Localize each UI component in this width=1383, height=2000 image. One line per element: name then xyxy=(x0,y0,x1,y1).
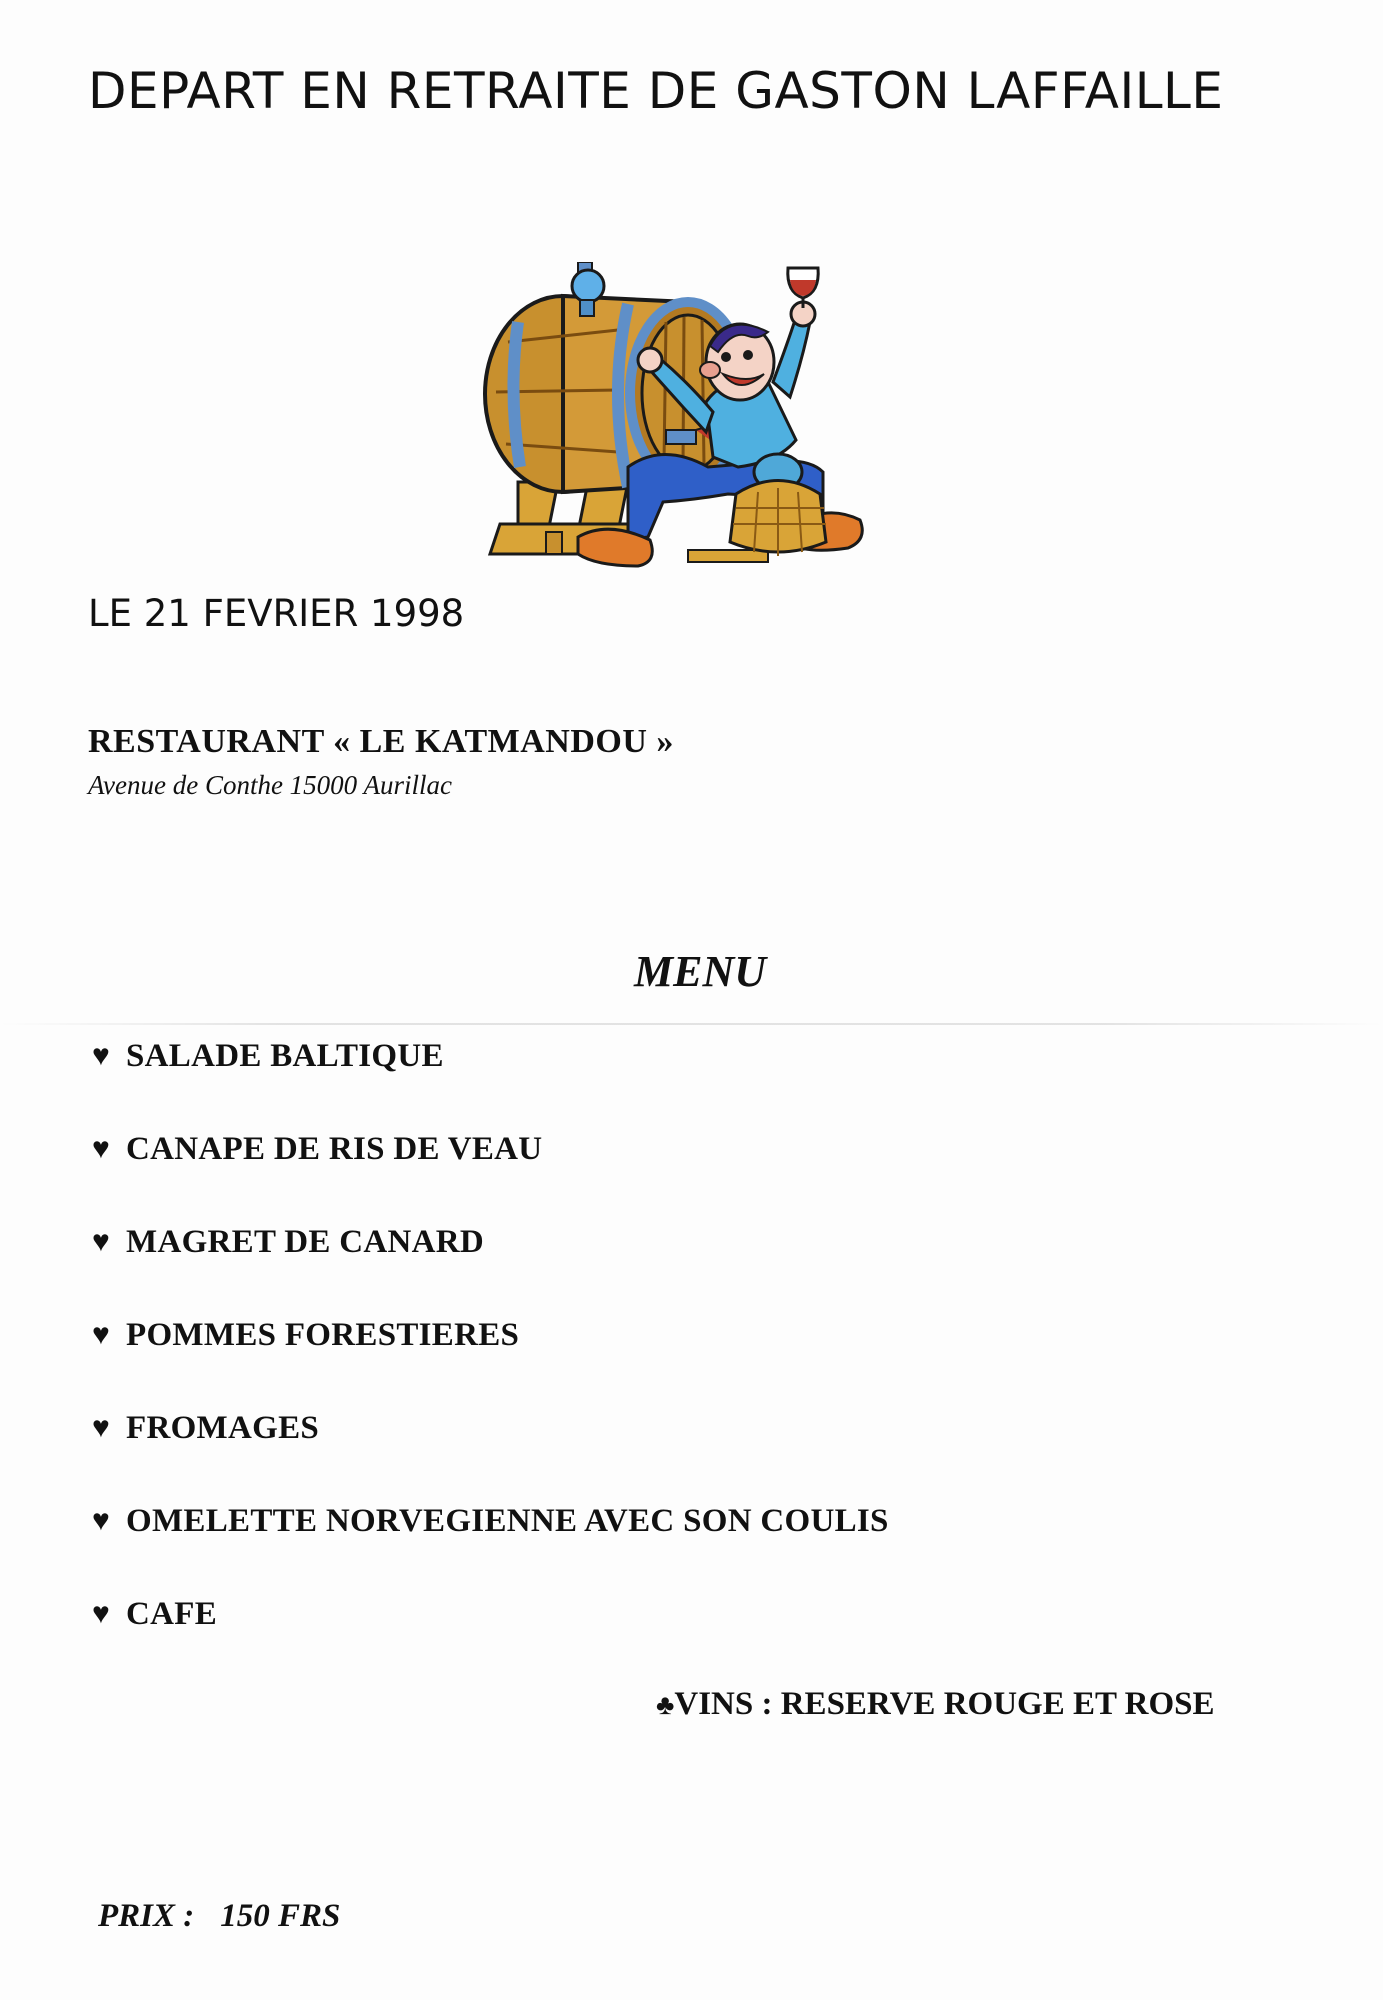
wine-label: VINS : RESERVE ROUGE ET ROSE xyxy=(674,1686,1215,1722)
wine-glass xyxy=(788,268,818,308)
paper-fold-line xyxy=(0,1023,1383,1025)
heart-icon: ♥ xyxy=(92,1411,110,1444)
menu-heading: MENU xyxy=(634,947,767,996)
menu-item-label: CAFE xyxy=(126,1596,218,1632)
menu-item-label: FROMAGES xyxy=(126,1410,320,1446)
menu-item-label: POMMES FORESTIERES xyxy=(126,1317,520,1353)
menu-item-label: CANAPE DE RIS DE VEAU xyxy=(126,1131,543,1167)
list-item xyxy=(92,1036,889,1129)
restaurant-name: RESTAURANT « LE KATMANDOU » xyxy=(88,723,674,760)
menu-list xyxy=(92,1036,889,1687)
list-item xyxy=(92,1129,889,1222)
list-item xyxy=(92,1222,889,1315)
barrel xyxy=(485,296,746,492)
price-label: PRIX : xyxy=(98,1898,195,1934)
wine-barrel-illustration xyxy=(478,262,938,582)
price-line xyxy=(98,1898,340,1935)
heart-icon: ♥ xyxy=(92,1225,110,1258)
heart-icon: ♥ xyxy=(92,1132,110,1165)
heart-icon: ♥ xyxy=(92,1039,110,1072)
restaurant-address: Avenue de Conthe 15000 Aurillac xyxy=(88,770,452,800)
menu-item-label: SALADE BALTIQUE xyxy=(126,1038,444,1074)
wine-line xyxy=(656,1686,1215,1723)
list-item xyxy=(92,1501,889,1594)
document-title: DEPART EN RETRAITE DE GASTON LAFFAILLE xyxy=(88,62,1224,120)
list-item xyxy=(92,1408,889,1501)
list-item xyxy=(92,1315,889,1408)
menu-item-label: MAGRET DE CANARD xyxy=(126,1224,485,1260)
heart-icon: ♥ xyxy=(92,1318,110,1351)
heart-icon: ♥ xyxy=(92,1597,110,1630)
event-date: LE 21 FEVRIER 1998 xyxy=(88,592,465,635)
menu-item-label: OMELETTE NORVEGIENNE AVEC SON COULIS xyxy=(126,1503,889,1539)
heart-icon: ♥ xyxy=(92,1504,110,1537)
club-icon: ♣ xyxy=(656,1690,675,1721)
list-item xyxy=(92,1594,889,1687)
price-value: 150 FRS xyxy=(220,1898,341,1934)
